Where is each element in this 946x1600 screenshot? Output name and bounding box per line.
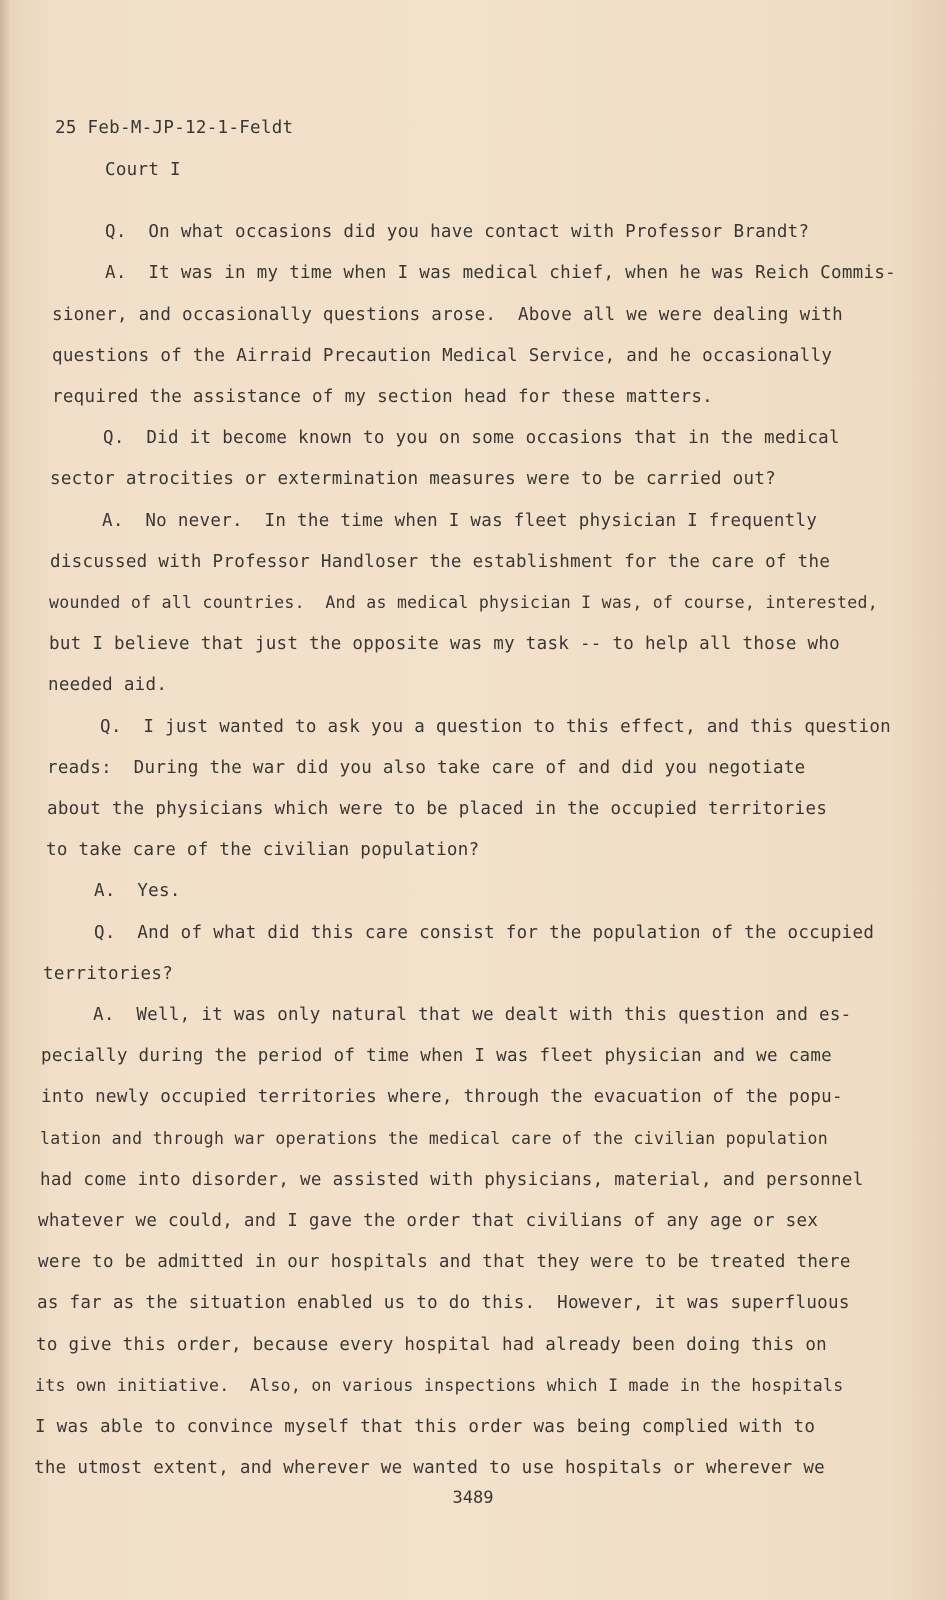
text-line: Q. I just wanted to ask you a question to this effect, and this question [100, 717, 892, 737]
text-line: required the assistance of my section head for these matters. [52, 387, 713, 407]
text-line: had come into disorder, we assisted with physicians, material, and personnel [40, 1170, 864, 1190]
page-number: 3489 [452, 1488, 494, 1508]
text-line: discussed with Professor Handloser the establishment for the care of the [50, 552, 831, 572]
text-line: territories? [43, 964, 174, 984]
text-line: needed aid. [48, 675, 168, 695]
text-line: about the physicians which were to be placed in the occupied territories [47, 799, 828, 819]
court-label: Court I [105, 160, 181, 180]
text-line: but I believe that just the opposite was my task -- to help all those who [49, 634, 841, 654]
text-line: its own initiative. Also, on various inspections which I made in the hospitals [35, 1376, 844, 1395]
page-edge [0, 0, 10, 1600]
text-line: Q. And of what did this care consist for the population of the occupied [94, 923, 875, 943]
document-reference: 25 Feb-M-JP-12-1-Feldt [55, 118, 294, 138]
text-line: into newly occupied territories where, through the evacuation of the popu- [41, 1087, 843, 1107]
text-line: whatever we could, and I gave the order that civilians of any age or sex [38, 1211, 819, 1231]
text-line: pecially during the period of time when I was fleet physician and we came [41, 1046, 833, 1066]
text-line: Q. On what occasions did you have contact with Professor Brandt? [105, 222, 810, 242]
text-line: lation and through war operations the medical care of the civilian population [40, 1129, 829, 1148]
text-line: A. Well, it was only natural that we dealt with this question and es- [93, 1005, 852, 1025]
text-line: Q. Did it become known to you on some occasions that in the medical [103, 428, 840, 448]
text-line: A. Yes. [94, 881, 181, 901]
text-line: wounded of all countries. And as medical physician I was, of course, interested, [49, 593, 878, 612]
text-line: questions of the Airraid Precaution Medical Service, and he occasionally [52, 346, 833, 366]
text-line: I was able to convince myself that this order was being complied with to [35, 1417, 816, 1437]
text-line: A. It was in my time when I was medical chief, when he was Reich Commis- [105, 263, 897, 283]
text-line: A. No never. In the time when I was fleet physician I frequently [102, 511, 818, 531]
text-line: sector atrocities or extermination measures were to be carried out? [50, 469, 777, 489]
text-line: as far as the situation enabled us to do this. However, it was superfluous [37, 1293, 850, 1313]
text-line: to give this order, because every hospital had already been doing this on [36, 1335, 828, 1355]
text-line: sioner, and occasionally questions arose. Above all we were dealing with [52, 305, 844, 325]
text-line: the utmost extent, and wherever we wanted to use hospitals or wherever we [34, 1458, 826, 1478]
text-line: were to be admitted in our hospitals and that they were to be treated there [38, 1252, 851, 1272]
text-line: to take care of the civilian population? [46, 840, 480, 860]
text-line: reads: During the war did you also take care of and did you negotiate [47, 758, 806, 778]
